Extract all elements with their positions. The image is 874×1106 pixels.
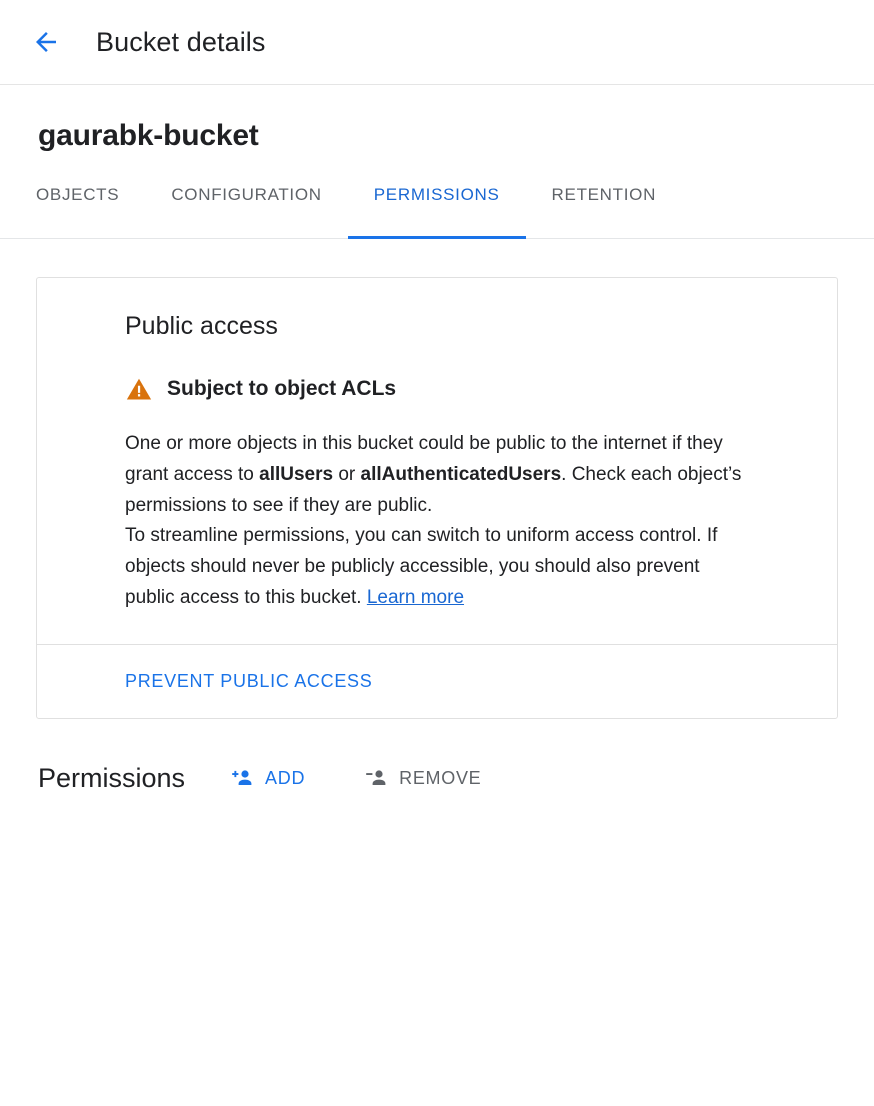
remove-principal-button[interactable] bbox=[365, 766, 481, 790]
desc-allusers: allUsers bbox=[259, 463, 334, 485]
warning-triangle-icon bbox=[125, 375, 153, 403]
remove-principal-label: REMOVE bbox=[399, 767, 482, 788]
desc-p1-text1: One or more objects in this bucket could be public to the internet if they grant access to bbox=[125, 433, 723, 485]
desc-p1-text3: . Check each object’s permissions to see if they are public. bbox=[125, 463, 742, 516]
permissions-section bbox=[0, 719, 874, 794]
arrow-left-icon bbox=[31, 27, 61, 57]
add-principal-label: ADD bbox=[265, 767, 306, 788]
page-title: gaurabk-bucket bbox=[38, 119, 259, 152]
desc-p2-text: To streamline permissions, you can switch to uniform access control. If objects should never be publicly accessible, you should also prevent public access to this bucket. bbox=[125, 525, 718, 608]
public-access-card-body bbox=[37, 278, 837, 644]
desc-p1-text2: or bbox=[333, 463, 361, 485]
prevent-public-access-button[interactable]: PREVENT PUBLIC ACCESS bbox=[125, 670, 373, 691]
permissions-heading: Permissions bbox=[38, 762, 186, 793]
tab-objects-label: OBJECTS bbox=[36, 185, 120, 204]
tab-retention-label: RETENTION bbox=[551, 185, 657, 204]
public-access-card bbox=[36, 277, 838, 719]
tab-configuration[interactable] bbox=[145, 179, 347, 238]
public-access-card-footer bbox=[37, 644, 837, 718]
tab-permissions[interactable] bbox=[348, 179, 526, 238]
add-principal-button[interactable] bbox=[231, 766, 305, 790]
tab-objects[interactable] bbox=[0, 179, 145, 238]
tab-permissions-label: PERMISSIONS bbox=[373, 185, 500, 204]
card-description bbox=[125, 429, 749, 614]
back-button[interactable] bbox=[24, 20, 68, 64]
description-paragraph-2 bbox=[125, 521, 749, 613]
public-access-card-wrapper bbox=[0, 239, 874, 719]
app-bar-title: Bucket details bbox=[96, 26, 266, 57]
tab-configuration-label: CONFIGURATION bbox=[171, 185, 322, 204]
learn-more-link[interactable]: Learn more bbox=[366, 586, 465, 608]
page-header bbox=[0, 85, 874, 153]
person-remove-icon bbox=[365, 766, 399, 790]
description-paragraph-1 bbox=[125, 429, 749, 521]
status-badge: Subject to object ACLs bbox=[167, 377, 397, 400]
status-row bbox=[125, 375, 749, 403]
person-add-icon bbox=[231, 766, 265, 790]
tab-bar bbox=[0, 179, 874, 239]
card-title: Public access bbox=[125, 312, 278, 340]
tab-retention[interactable] bbox=[526, 179, 683, 238]
app-bar bbox=[0, 0, 874, 85]
desc-allauthenticatedusers: allAuthenticatedUsers bbox=[360, 463, 562, 485]
